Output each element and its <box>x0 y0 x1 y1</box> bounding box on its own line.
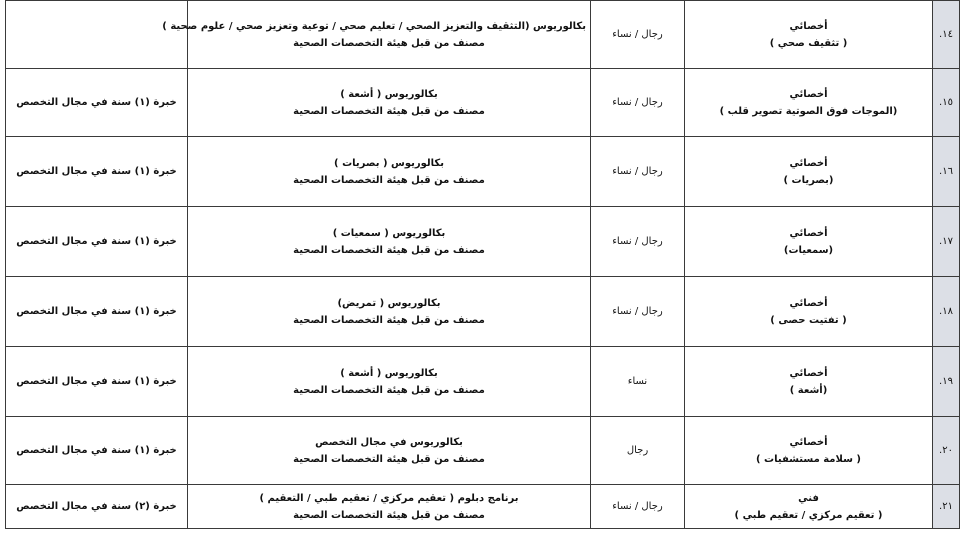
qualification-classification: مصنف من قبل هيئة التخصصات الصحية <box>293 174 485 186</box>
gender: رجال / نساء <box>612 501 663 512</box>
qualification-classification: مصنف من قبل هيئة التخصصات الصحية <box>293 37 485 49</box>
experience-requirement: خبرة (١) سنة في مجال التخصص <box>16 97 177 108</box>
row-number: ٢١. <box>933 485 960 529</box>
jobs-table-body <box>6 1 960 529</box>
qualification-degree: بكالوريوس ( بصريات ) <box>334 157 444 169</box>
job-title: أخصائي <box>789 20 828 32</box>
experience-cell <box>6 1 188 69</box>
qualification-cell <box>188 207 591 277</box>
experience-cell <box>6 277 188 347</box>
qualification-degree: بكالوريوس ( أشعة ) <box>340 88 438 100</box>
experience-requirement: خبرة (١) سنة في مجال التخصص <box>16 236 177 247</box>
job-specialty: ( تعقيم مركزي / تعقيم طبي ) <box>734 509 883 521</box>
table-row <box>6 347 960 417</box>
table-row <box>6 1 960 69</box>
experience-cell <box>6 417 188 485</box>
experience-requirement: خبرة (١) سنة في مجال التخصص <box>16 166 177 177</box>
job-specialty: ( سلامة مستشفيات ) <box>756 453 861 465</box>
job-specialty: ( تفتيت حصى ) <box>770 314 847 326</box>
qualification-cell <box>188 347 591 417</box>
job-title-cell <box>685 347 933 417</box>
experience-cell <box>6 207 188 277</box>
experience-requirement: خبرة (٢) سنة في مجال التخصص <box>16 501 177 512</box>
qualification-cell <box>188 277 591 347</box>
gender-cell <box>591 137 685 207</box>
gender: رجال <box>626 445 649 456</box>
job-title-cell <box>685 417 933 485</box>
job-title: أخصائي <box>789 297 828 309</box>
job-title: أخصائي <box>789 157 828 169</box>
gender: رجال / نساء <box>612 29 663 40</box>
table-row <box>6 69 960 137</box>
gender: رجال / نساء <box>612 236 663 247</box>
qualification-classification: مصنف من قبل هيئة التخصصات الصحية <box>293 244 485 256</box>
job-specialty: (أشعة ) <box>789 384 828 396</box>
job-title-cell <box>685 207 933 277</box>
qualification-classification: مصنف من قبل هيئة التخصصات الصحية <box>293 314 485 326</box>
table-row <box>6 137 960 207</box>
gender: رجال / نساء <box>612 306 663 317</box>
qualification-cell <box>188 417 591 485</box>
row-number: ١٩. <box>933 347 960 417</box>
job-title: أخصائي <box>789 367 828 379</box>
table-row <box>6 277 960 347</box>
job-title-cell <box>685 485 933 529</box>
qualification-cell <box>162 1 591 69</box>
gender-cell <box>591 485 685 529</box>
qualification-degree: بكالوريوس ( سمعيات ) <box>332 227 446 239</box>
experience-cell <box>6 347 188 417</box>
table-row <box>6 207 960 277</box>
experience-cell <box>6 137 188 207</box>
jobs-document <box>5 0 959 544</box>
jobs-table <box>5 0 960 529</box>
job-specialty: (سمعيات) <box>783 244 834 256</box>
gender-cell <box>591 1 685 69</box>
gender: نساء <box>627 376 648 387</box>
qualification-cell <box>188 485 591 529</box>
row-number: ٢٠. <box>933 417 960 485</box>
qualification-cell <box>188 69 591 137</box>
experience-cell <box>6 485 188 529</box>
job-title-cell <box>685 69 933 137</box>
experience-requirement: خبرة (١) سنة في مجال التخصص <box>16 376 177 387</box>
qualification-classification: مصنف من قبل هيئة التخصصات الصحية <box>293 105 485 117</box>
table-row <box>6 485 960 529</box>
row-number: ١٧. <box>933 207 960 277</box>
gender-cell <box>591 69 685 137</box>
experience-cell <box>6 69 188 137</box>
job-specialty: (الموجات فوق الصوتية تصوير قلب ) <box>719 105 898 117</box>
job-specialty: ( تثقيف صحي ) <box>769 37 848 49</box>
gender-cell <box>591 417 685 485</box>
experience-requirement: خبرة (١) سنة في مجال التخصص <box>16 445 177 456</box>
qualification-cell <box>188 137 591 207</box>
experience-requirement: خبرة (١) سنة في مجال التخصص <box>16 306 177 317</box>
job-title-cell <box>685 1 933 69</box>
qualification-classification: مصنف من قبل هيئة التخصصات الصحية <box>293 453 485 465</box>
row-number: ١٤. <box>933 1 960 69</box>
qualification-degree: بكالوريوس ( تمريض) <box>337 297 441 309</box>
row-number: ١٦. <box>933 137 960 207</box>
row-number: ١٨. <box>933 277 960 347</box>
gender: رجال / نساء <box>612 97 663 108</box>
qualification-degree: بكالوريوس (التثقيف والتعزيز الصحي / تعليم صحي / توعية وتعزيز صحي / علوم صحية ) <box>162 20 586 32</box>
gender-cell <box>591 207 685 277</box>
gender-cell <box>591 277 685 347</box>
job-title-cell <box>685 137 933 207</box>
qualification-degree: بكالوريوس ( أشعة ) <box>340 367 438 379</box>
job-title: أخصائي <box>789 88 828 100</box>
gender: رجال / نساء <box>612 166 663 177</box>
qualification-degree: برنامج دبلوم ( تعقيم مركزي / تعقيم طبي / التعقيم ) <box>259 492 519 504</box>
job-title: فني <box>798 492 819 504</box>
job-title: أخصائي <box>789 436 828 448</box>
qualification-classification: مصنف من قبل هيئة التخصصات الصحية <box>293 384 485 396</box>
row-number: ١٥. <box>933 69 960 137</box>
gender-cell <box>591 347 685 417</box>
table-row <box>6 417 960 485</box>
qualification-degree: بكالوريوس في مجال التخصص <box>315 436 463 448</box>
job-specialty: (بصريات ) <box>783 174 834 186</box>
qualification-classification: مصنف من قبل هيئة التخصصات الصحية <box>293 509 485 521</box>
job-title: أخصائي <box>789 227 828 239</box>
job-title-cell <box>685 277 933 347</box>
